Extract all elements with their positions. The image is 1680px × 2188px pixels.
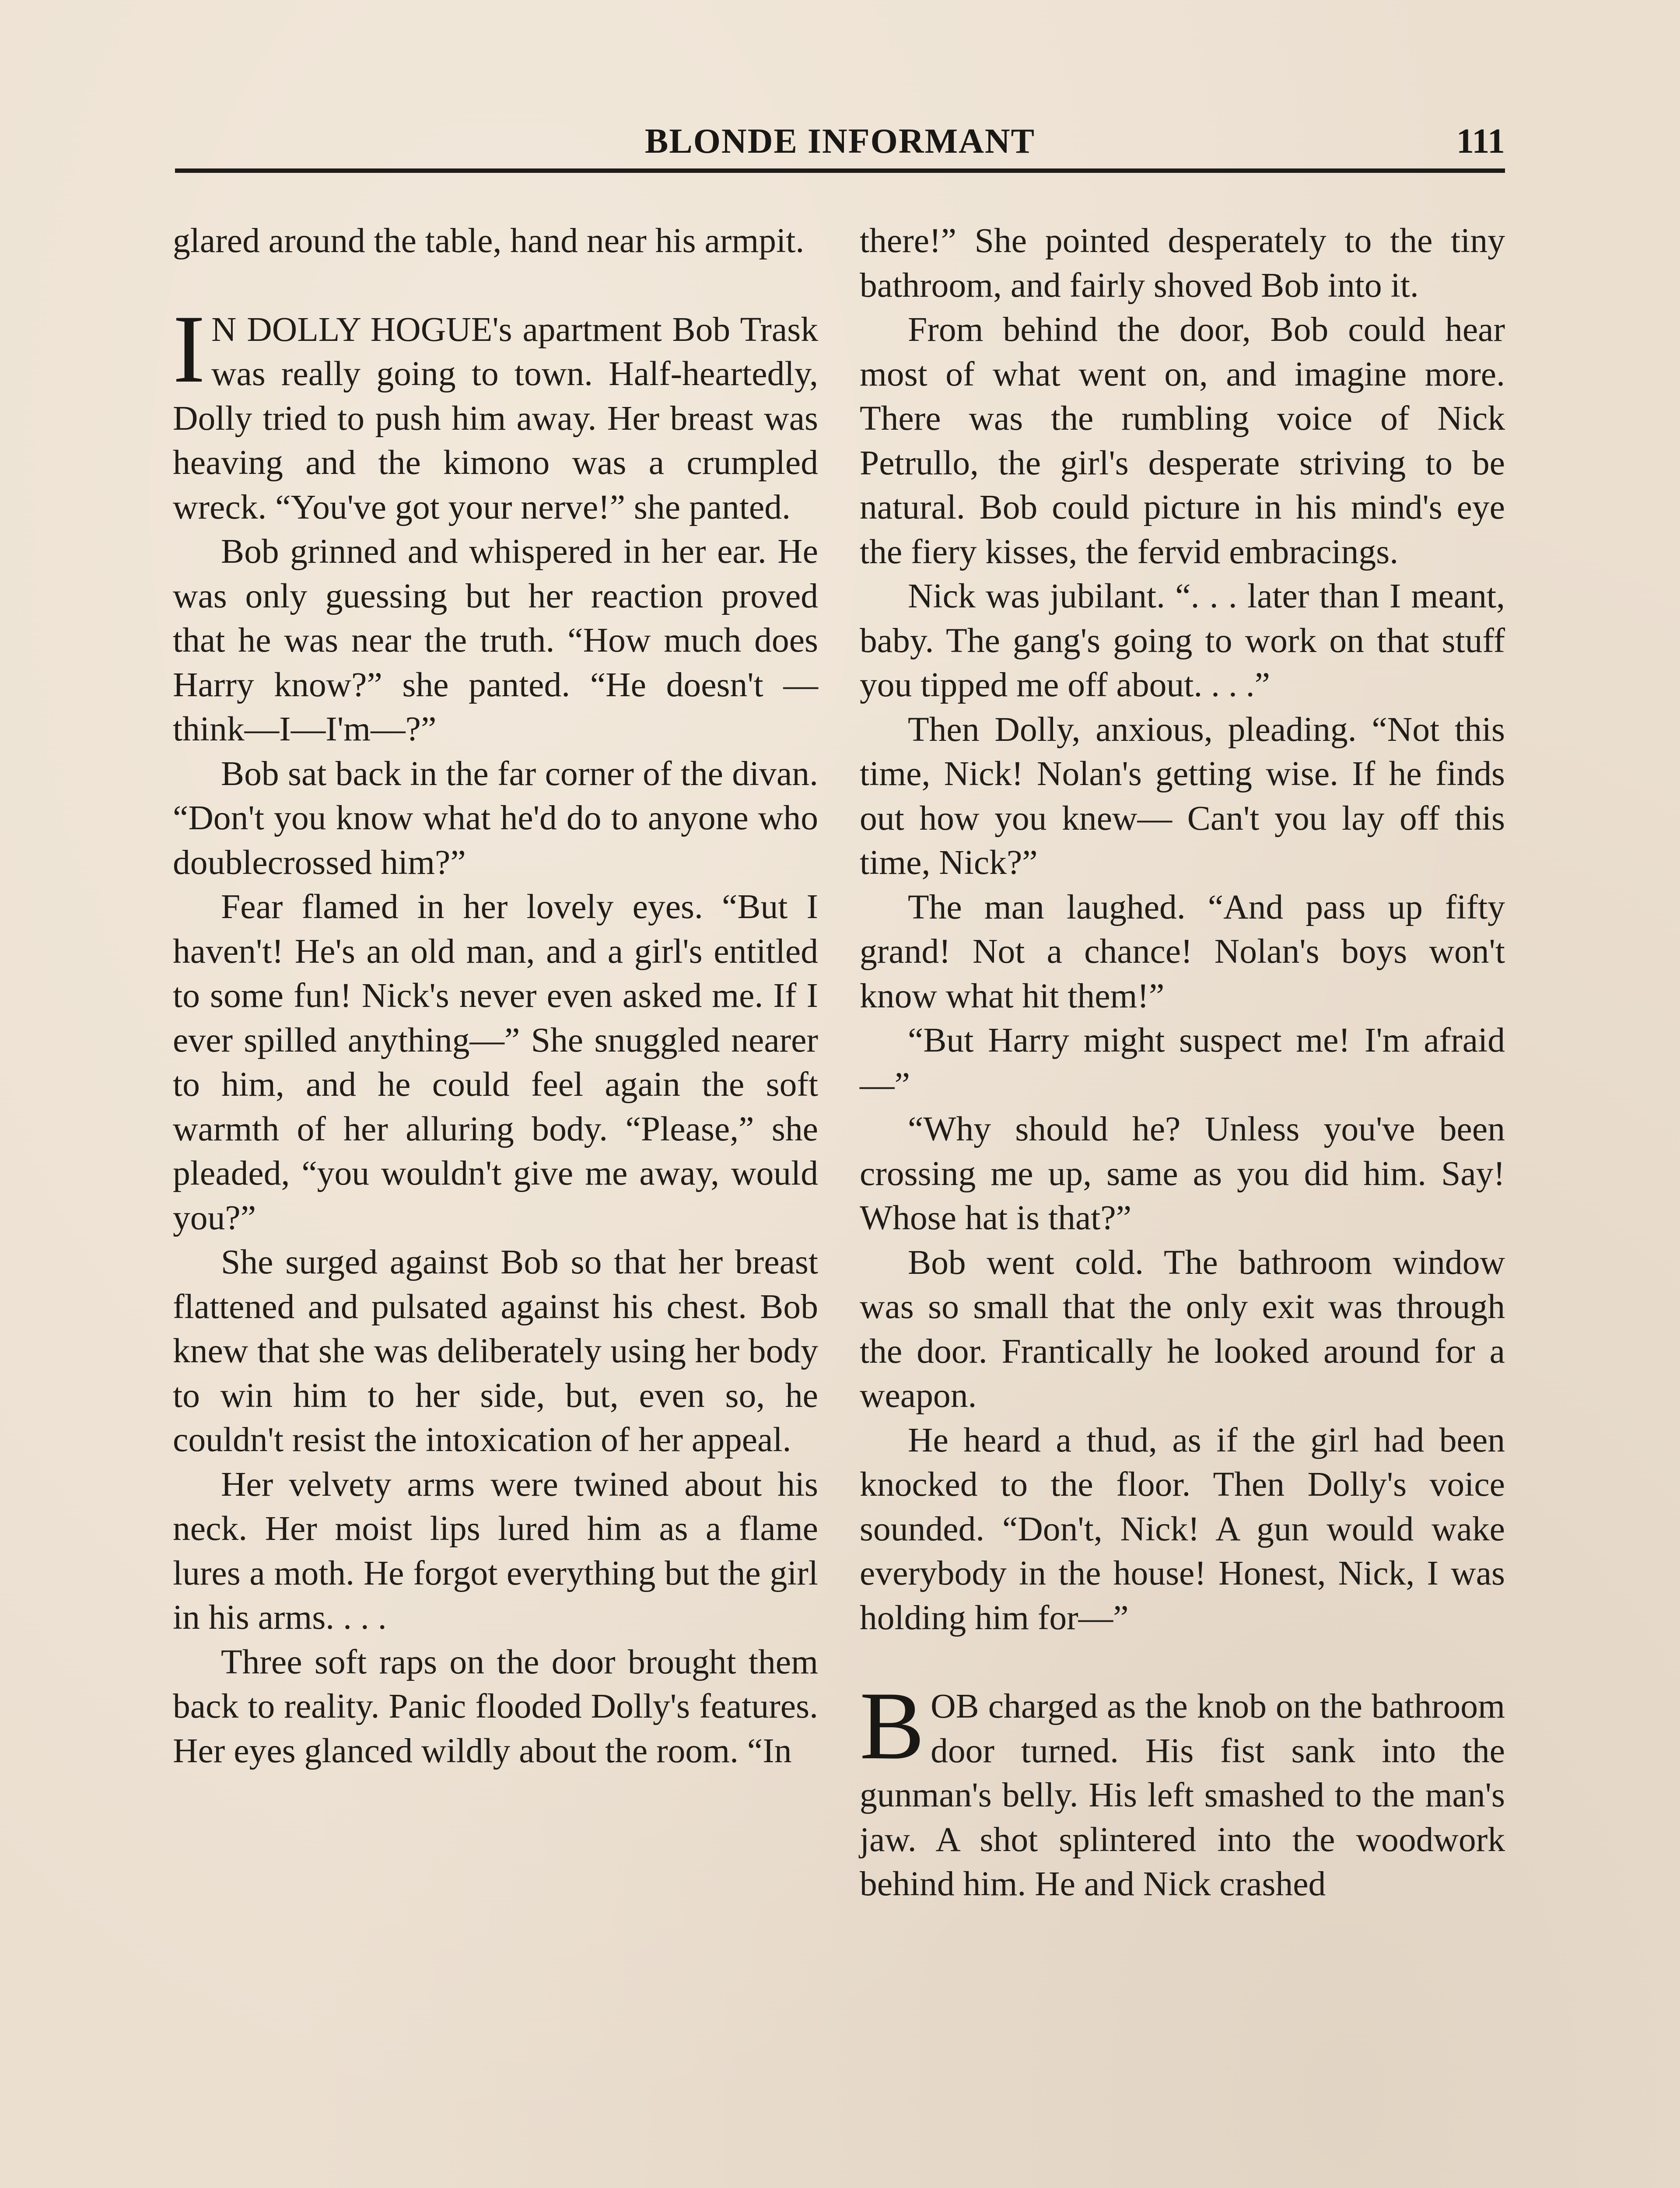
story-title: BLONDE INFORMANT — [644, 122, 1036, 161]
paragraph: She surged against Bob so that her breast flattened and pulsated against his chest. Bob knew that she was deliberately using her body to win him to her side, but, even so, he couldn't resist the intoxication of her appeal. — [173, 1243, 818, 1459]
left-column — [173, 219, 818, 1773]
section-opening-text: OB charged as the knob on the bathroom door turned. His fist sank into the gunman's belly. His left smashed to the man's jaw. A shot splintered into the woodwork behind him. He and Nick crashed — [860, 1687, 1505, 1903]
paragraph: He heard a thud, as if the girl had been knocked to the floor. Then Dolly's voice sounded. “Don't, Nick! A gun would wake everybody in the house! Honest, Nick, I was holding him for—” — [860, 1420, 1505, 1637]
right-column — [860, 219, 1505, 1907]
paragraph: Bob sat back in the far corner of the divan. “Don't you know what he'd do to anyone who doublecrossed him?” — [173, 754, 818, 882]
paragraph: glared around the table, hand near his armpit. — [173, 221, 805, 260]
paragraph: Nick was jubilant. “. . . later than I meant, baby. The gang's going to work on that stuff you tipped me off about. . . .” — [860, 577, 1505, 704]
paragraph: Bob went cold. The bathroom window was so small that the only exit was through the door. Frantically he looked around for a weapon. — [860, 1243, 1505, 1415]
section-opening-text: N DOLLY HOGUE's apartment Bob Trask was really going to town. Half-heartedly, Dolly tried to push him away. Her breast was heaving and the kimono was a crumpled wreck. “You've got your nerve!” she panted. — [173, 310, 818, 526]
section-opening-paragraph — [860, 1672, 1505, 1907]
paragraph: Fear flamed in her lovely eyes. “But I haven't! He's an old man, and a girl's entitled to some fun! Nick's never even asked me. If I ever spilled anything—” She snuggled nearer to him, and he could feel again the soft warmth of her alluring body. “Please,” she pleaded, “you wouldn't give me away, would you?” — [173, 887, 818, 1237]
section-opening-paragraph — [173, 295, 818, 530]
paragraph: The man laughed. “And pass up fifty grand! Not a chance! Nolan's boys won't know what hit them!” — [860, 887, 1505, 1015]
paragraph: “Why should he? Unless you've been crossing me up, same as you did him. Say! Whose hat is that?” — [860, 1110, 1505, 1237]
paragraph: Then Dolly, anxious, pleading. “Not this time, Nick! Nolan's getting wise. If he finds out how you knew— Can't you lay off this time, Nick?” — [860, 710, 1505, 882]
paragraph: Three soft raps on the door brought them back to reality. Panic flooded Dolly's features. Her eyes glanced wildly about the room. “In — [173, 1642, 818, 1770]
drop-cap: I — [173, 295, 205, 403]
drop-cap: B — [860, 1672, 925, 1780]
paragraph: From behind the door, Bob could hear most of what went on, and imagine more. There was the rumbling voice of Nick Petrullo, the girl's desperate striving to be natural. Bob could picture in his mind's eye the fiery kisses, the fervid embracings. — [860, 310, 1505, 571]
paragraph: “But Harry might suspect me! I'm afraid—” — [860, 1021, 1505, 1104]
paragraph: Her velvety arms were twined about his neck. Her moist lips lured him as a flame lures a moth. He forgot everything but the girl in his arms. . . . — [173, 1465, 818, 1637]
paragraph: there!” She pointed desperately to the tiny bathroom, and fairly shoved Bob into it. — [860, 221, 1505, 305]
running-head — [175, 109, 1505, 171]
page-number: 111 — [1456, 122, 1505, 161]
paragraph: Bob grinned and whispered in her ear. He was only guessing but her reaction proved that he was near the truth. “How much does Harry know?” she panted. “He doesn't —think—I—I'm—?” — [173, 532, 818, 748]
header-rule — [175, 168, 1505, 173]
